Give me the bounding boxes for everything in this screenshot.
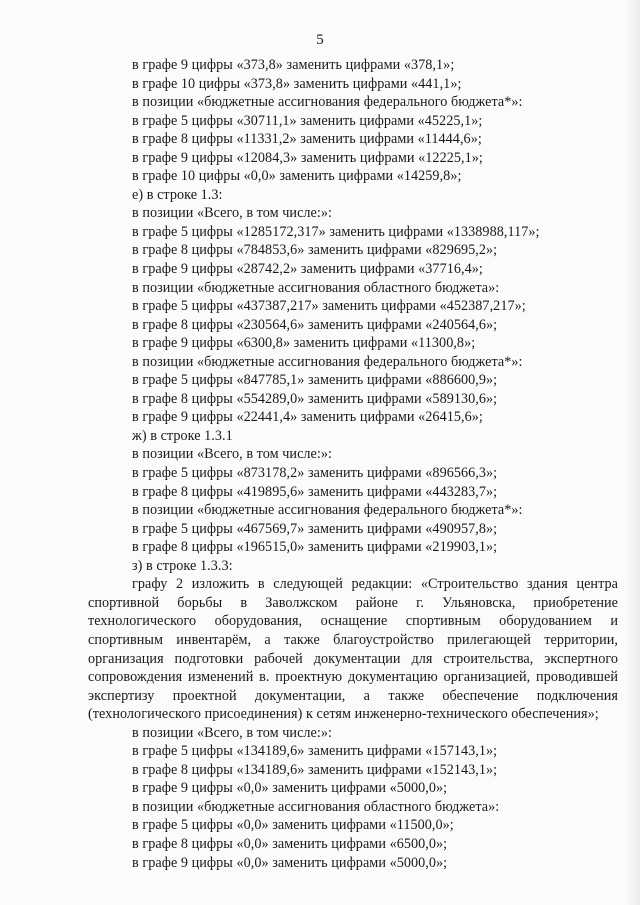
amendment-line: в графе 5 цифры «847785,1» заменить цифрами «886600,9»; [132, 372, 498, 389]
amendment-line: в позиции «Всего, в том числе:»: [132, 724, 333, 741]
amendment-line: в графе 9 цифры «12084,3» заменить цифрами «12225,1»; [132, 149, 483, 166]
amendment-line: в графе 8 цифры «134189,6» заменить цифрами «152143,1»; [132, 761, 498, 778]
amendment-line: в графе 9 цифры «28742,2» заменить цифрами «37716,4»; [132, 261, 483, 278]
amendment-line: в графе 5 цифры «1285172,317» заменить цифрами «1338988,117»; [132, 223, 540, 240]
amendment-line: в позиции «бюджетные ассигнования федерального бюджета*»: [132, 94, 523, 111]
amendment-line: в позиции «Всего, в том числе:»: [132, 205, 333, 222]
amendment-line: ж) в строке 1.3.1 [132, 427, 233, 444]
amendment-line: в графе 8 цифры «230564,6» заменить цифрами «240564,6»; [132, 316, 498, 333]
amendment-line: в позиции «бюджетные ассигнования федерального бюджета*»: [132, 502, 523, 519]
amendment-line: в графе 5 цифры «30711,1» заменить цифрами «45225,1»; [132, 112, 483, 129]
amendment-line: в графе 8 цифры «784853,6» заменить цифрами «829695,2»; [132, 242, 498, 259]
amendment-line: в графе 10 цифры «0,0» заменить цифрами «14259,8»; [132, 168, 462, 185]
amendment-line: в графе 9 цифры «6300,8» заменить цифрами «11300,8»; [132, 335, 476, 352]
amendment-lines-after [88, 724, 618, 872]
amendment-line: з) в строке 1.3.3: [132, 557, 233, 574]
amendment-line: е) в строке 1.3: [132, 186, 223, 203]
amendment-line: в позиции «Всего, в том числе:»: [132, 446, 333, 463]
amendment-line: в графе 9 цифры «22441,4» заменить цифрами «26415,6»; [132, 409, 483, 426]
amendment-line: в графе 10 цифры «373,8» заменить цифрами «441,1»; [132, 75, 462, 92]
amendment-line: в графе 5 цифры «873178,2» заменить цифрами «896566,3»; [132, 465, 498, 482]
amendment-line: в графе 8 цифры «11331,2» заменить цифрами «11444,6»; [132, 131, 482, 148]
amendment-line: в графе 5 цифры «437387,217» заменить цифрами «452387,217»; [132, 298, 526, 315]
amendment-line: в позиции «бюджетные ассигнования областного бюджета»: [132, 798, 500, 815]
amendment-line: в графе 5 цифры «134189,6» заменить цифрами «157143,1»; [132, 743, 498, 760]
amendment-line: в графе 8 цифры «0,0» заменить цифрами «6500,0»; [132, 835, 448, 852]
scan-edge-shadow [626, 0, 640, 905]
amendment-line: в графе 9 цифры «0,0» заменить цифрами «5000,0»; [132, 780, 448, 797]
document-body [88, 56, 618, 872]
page-number: 5 [316, 32, 324, 48]
amendment-lines-before [88, 56, 618, 575]
amendment-line: в позиции «бюджетные ассигнования областного бюджета»: [132, 279, 500, 296]
amendment-line: в графе 5 цифры «467569,7» заменить цифрами «490957,8»; [132, 520, 498, 537]
amendment-line: в позиции «бюджетные ассигнования федерального бюджета*»: [132, 353, 523, 370]
amendment-line: в графе 5 цифры «0,0» заменить цифрами «11500,0»; [132, 817, 454, 834]
amendment-line: в графе 9 цифры «0,0» заменить цифрами «5000,0»; [132, 854, 448, 871]
amendment-line: в графе 8 цифры «554289,0» заменить цифрами «589130,6»; [132, 390, 498, 407]
amendment-paragraph: графу 2 изложить в следующей редакции: «Строительство здания центра спортивной борьбы в Заволжском районе г. Ульяновска, приобретение технологического оборудования, оснащение спортивным оборудованием и спортивным инвентарём, а также благоустройство прилегающей территории, организация подготовки рабочей документации для строительства, экспертного сопровождения изменений в. проектную документацию организацией, проводившей экспертизу проектной документации, а также обеспечение подключения (технологического присоединения) к сетям инженерно-технического обеспечения»; [88, 576, 618, 723]
amendment-line: в графе 9 цифры «373,8» заменить цифрами «378,1»; [132, 57, 455, 73]
amendment-line: в графе 8 цифры «196515,0» заменить цифрами «219903,1»; [132, 539, 498, 556]
amendment-line: в графе 8 цифры «419895,6» заменить цифрами «443283,7»; [132, 483, 498, 500]
